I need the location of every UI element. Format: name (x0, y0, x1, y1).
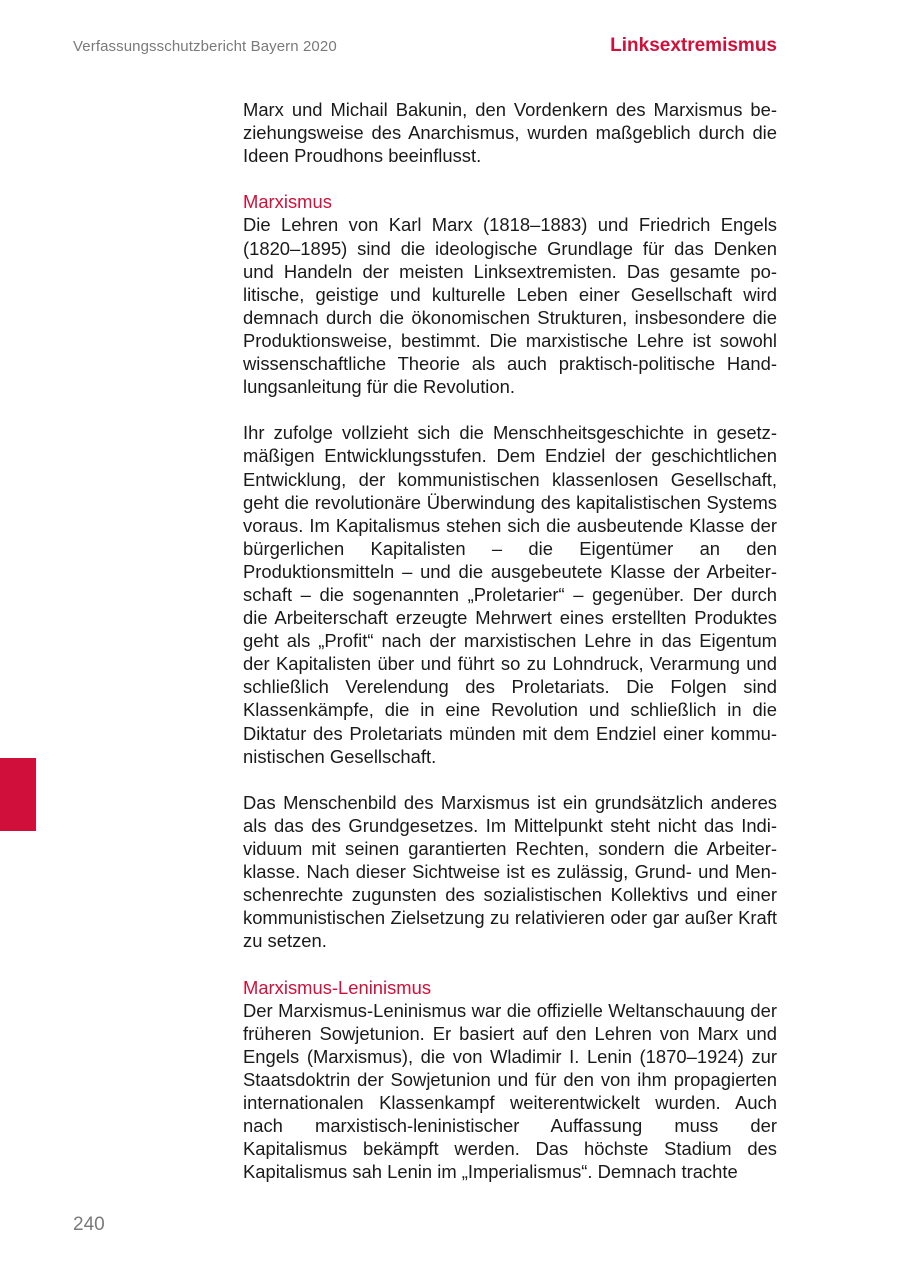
chapter-side-marker (0, 758, 36, 831)
section-heading-marxismus: Marxismus (243, 191, 332, 213)
body-paragraph: Ihr zufolge vollzieht sich die Menschheitsgeschichte in gesetzmäßigen Entwicklungsstufen. Dem Endziel der geschichtlichen Entwicklung, der kommunistischen klassenlosen Gesellschaft, geht die revolutionäre Überwindung des kapitalistischen Systems voraus. Im Kapitalismus stehen sich die ausbeutende Klasse der bürgerlichen Kapitalisten – die Eigentümer an den Produktionsmitteln – und die ausgebeutete Klasse der Arbeiterschaft – die sogenannten „Proletarier“ – gegenüber. Der durch die Arbeiterschaft erzeugte Mehrwert eines erstellten Produktes geht als „Profit“ nach der marxistischen Lehre in das Eigentum der Kapitalisten über und führt so zu Lohndruck, Verarmung und schließlich Verelendung des Proletariats. Die Folgen sind Klassenkämpfe, die in eine Revolution und schließlich in die Diktatur des Proletariats münden mit dem Endziel einer kommunistischen Gesellschaft. (243, 422, 777, 767)
body-paragraph: Die Lehren von Karl Marx (1818–1883) und Friedrich Engels (1820–1895) sind die ideologische Grundlage für das Denken und Handeln der meisten Linksextremisten. Das gesamte politische, geistige und kulturelle Leben einer Gesellschaft wird demnach durch die ökonomischen Strukturen, insbesondere die Produktionsweise, bestimmt. Die marxistische Lehre ist sowohl wissenschaftliche Theorie als auch praktisch-politische Handlungsanleitung für die Revolution. (243, 214, 777, 398)
body-paragraph: Das Menschenbild des Marxismus ist ein grundsätzlich anderes als das des Grundgesetzes. Im Mittelpunkt steht nicht das Individuum mit seinen garantierten Rechten, sondern die Arbeiterklasse. Nach dieser Sichtweise ist es zulässig, Grund- und Menschenrechte zugunsten des sozialistischen Kollektivs und einer kommunistischen Zielsetzung zu relativieren oder gar außer Kraft zu setzen. (243, 791, 777, 952)
running-header-title: Verfassungsschutzbericht Bayern 2020 (73, 38, 337, 55)
chapter-title: Linksextremismus (610, 35, 777, 56)
body-paragraph: Der Marxismus-Leninismus war die offizielle Weltanschauung der früheren Sowjetunion. Er basiert auf den Lehren von Marx und Engels (Marxismus), die von Wladimir I. Lenin (1870–1924) zur Staatsdoktrin der Sowjetunion und für den von ihm propagierten internationalen Klassenkampf weiterentwickelt wurden. Auch nach marxistisch-leninistischer Auffassung muss der Kapitalismus bekämpft werden. Das höchste Stadium des Kapitalismus sah Lenin im „Imperialismus“. Demnach trachte (243, 999, 777, 1183)
section-heading-marxismus-leninismus: Marxismus-Leninismus (243, 976, 432, 998)
intro-paragraph: Marx und Michail Bakunin, den Vordenkern des Marxismus beziehungsweise des Anarchismus, wurden maßgeblich durch die Ideen Proudhons beeinflusst. (243, 99, 777, 167)
page-body (243, 98, 777, 1183)
page-number: 240 (73, 1214, 105, 1235)
